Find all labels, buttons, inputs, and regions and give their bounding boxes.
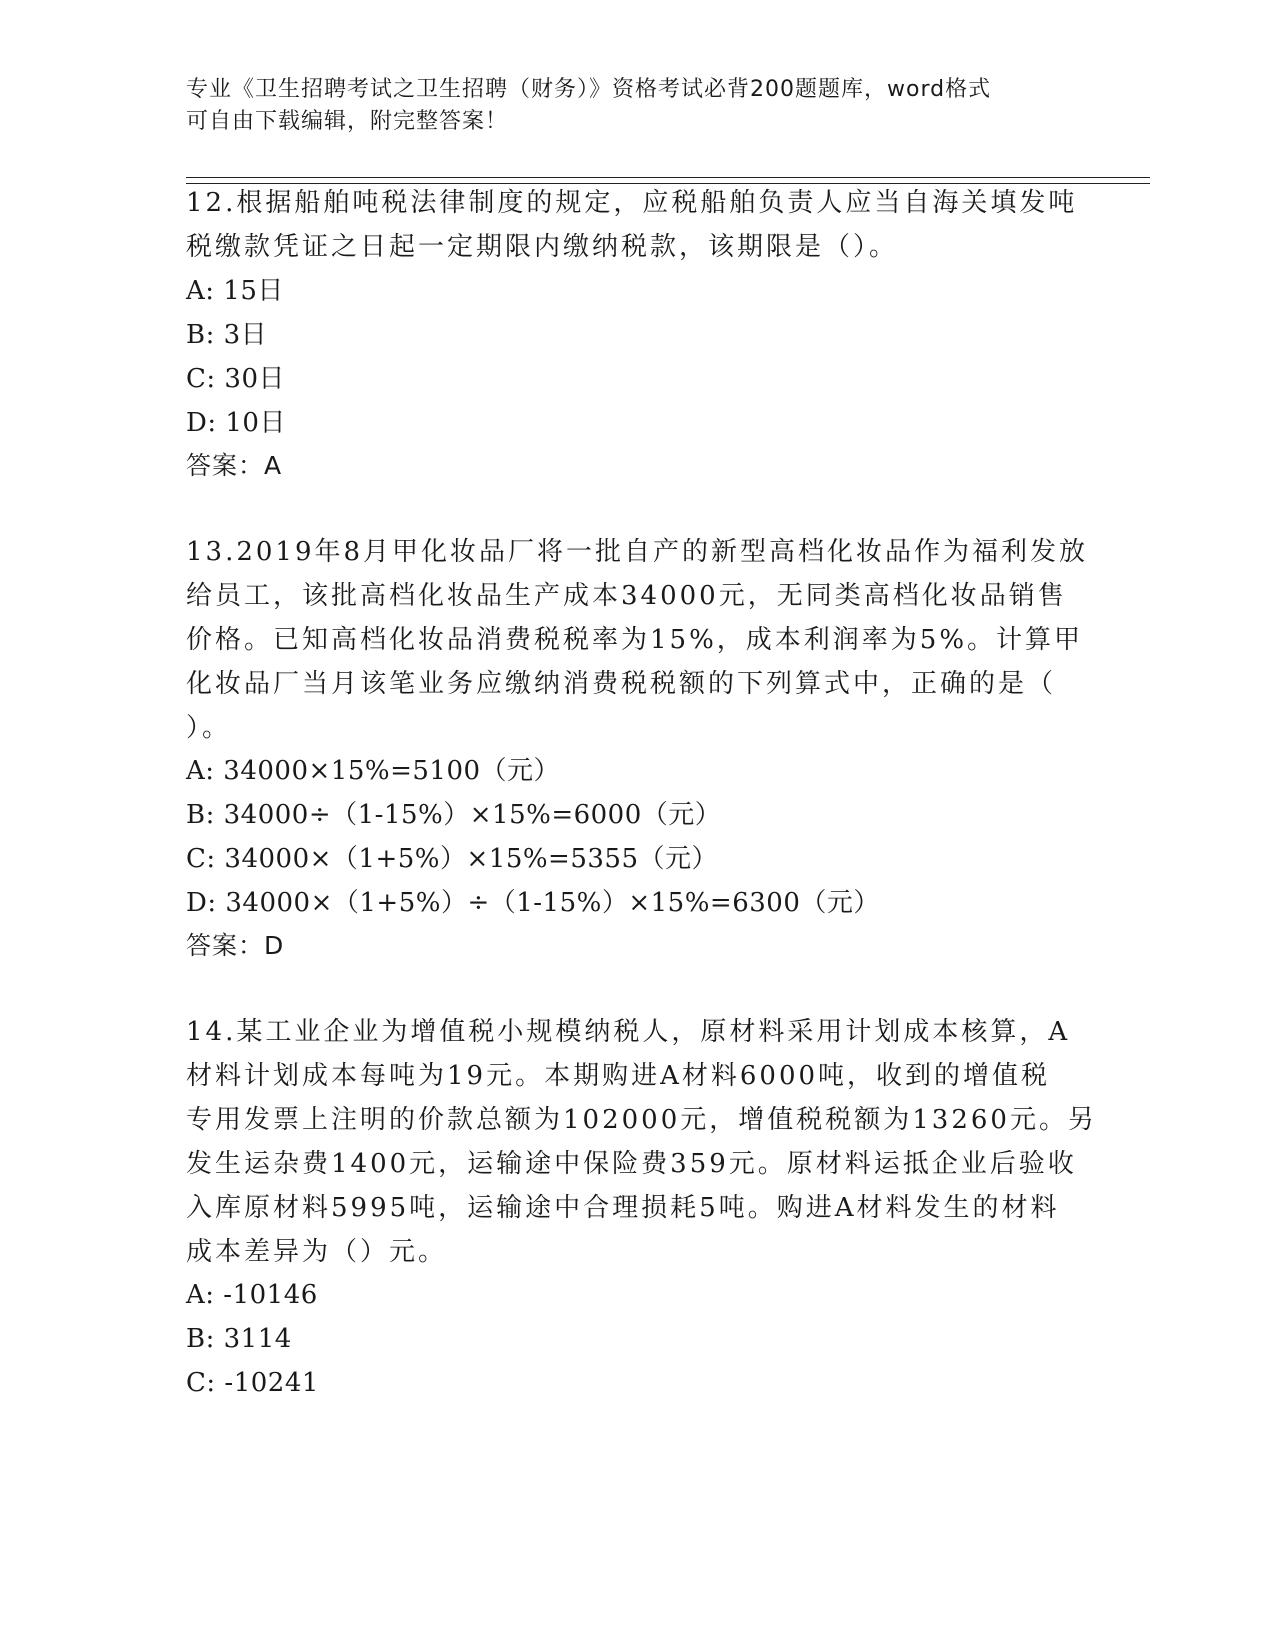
header-rule-bottom bbox=[186, 183, 1150, 184]
question-14-stem-line-1: 14.某工业企业为增值税小规模纳税人，原材料采用计划成本核算，A bbox=[186, 1017, 1071, 1047]
question-12-option-c: C: 30日 bbox=[186, 364, 286, 394]
question-14-stem-line-3: 专用发票上注明的价款总额为102000元，增值税税额为13260元。另 bbox=[186, 1105, 1097, 1135]
document-header bbox=[186, 74, 1066, 138]
question-13-stem-line-3: 价格。已知高档化妆品消费税税率为15%，成本利润率为5%。计算甲 bbox=[186, 625, 1084, 655]
question-14-stem-line-4: 发生运杂费1400元，运输途中保险费359元。原材料运抵企业后验收 bbox=[186, 1149, 1077, 1179]
question-14-stem-line-5: 入库原材料5995吨，运输途中合理损耗5吨。购进A材料发生的材料 bbox=[186, 1193, 1060, 1223]
header-line-2: 可自由下载编辑，附完整答案！ bbox=[186, 109, 509, 134]
question-12-option-a: A: 15日 bbox=[186, 276, 284, 306]
question-13-answer: 答案：D bbox=[186, 931, 285, 960]
header-rule-top bbox=[186, 177, 1150, 178]
question-13-option-d: D: 34000×（1+5%）÷（1-15%）×15%=6300（元） bbox=[186, 888, 880, 918]
question-14-stem-line-6: 成本差异为（）元。 bbox=[186, 1237, 448, 1267]
question-12-stem-line-2: 税缴款凭证之日起一定期限内缴纳税款，该期限是（）。 bbox=[186, 232, 899, 262]
question-13-stem-line-1: 13.2019年8月甲化妆品厂将一批自产的新型高档化妆品作为福利发放 bbox=[186, 537, 1089, 567]
question-13-stem-line-2: 给员工，该批高档化妆品生产成本34000元，无同类高档化妆品销售 bbox=[186, 581, 1067, 611]
question-13-option-c: C: 34000×（1+5%）×15%=5355（元） bbox=[186, 844, 719, 874]
question-13-option-b: B: 34000÷（1-15%）×15%=6000（元） bbox=[186, 800, 722, 830]
question-14-option-b: B: 3114 bbox=[186, 1324, 292, 1354]
question-14-stem-line-2: 材料计划成本每吨为19元。本期购进A材料6000吨，收到的增值税 bbox=[186, 1061, 1051, 1091]
question-14-option-c: C: -10241 bbox=[186, 1368, 319, 1398]
question-12-option-b: B: 3日 bbox=[186, 320, 268, 350]
question-13-option-a: A: 34000×15%=5100（元） bbox=[186, 756, 561, 786]
question-12-option-d: D: 10日 bbox=[186, 408, 286, 438]
question-12-answer: 答案：A bbox=[186, 451, 283, 480]
question-13-stem-line-4: 化妆品厂当月该笔业务应缴纳消费税税额的下列算式中，正确的是（ bbox=[186, 669, 1057, 699]
question-12-stem-line-1: 12.根据船舶吨税法律制度的规定，应税船舶负责人应当自海关填发吨 bbox=[186, 188, 1078, 218]
question-13-stem-line-5: ）。 bbox=[186, 713, 232, 743]
question-14-option-a: A: -10146 bbox=[186, 1280, 318, 1310]
header-line-1: 专业《卫生招聘考试之卫生招聘（财务）》资格考试必背200题题库，word格式 bbox=[186, 77, 992, 102]
